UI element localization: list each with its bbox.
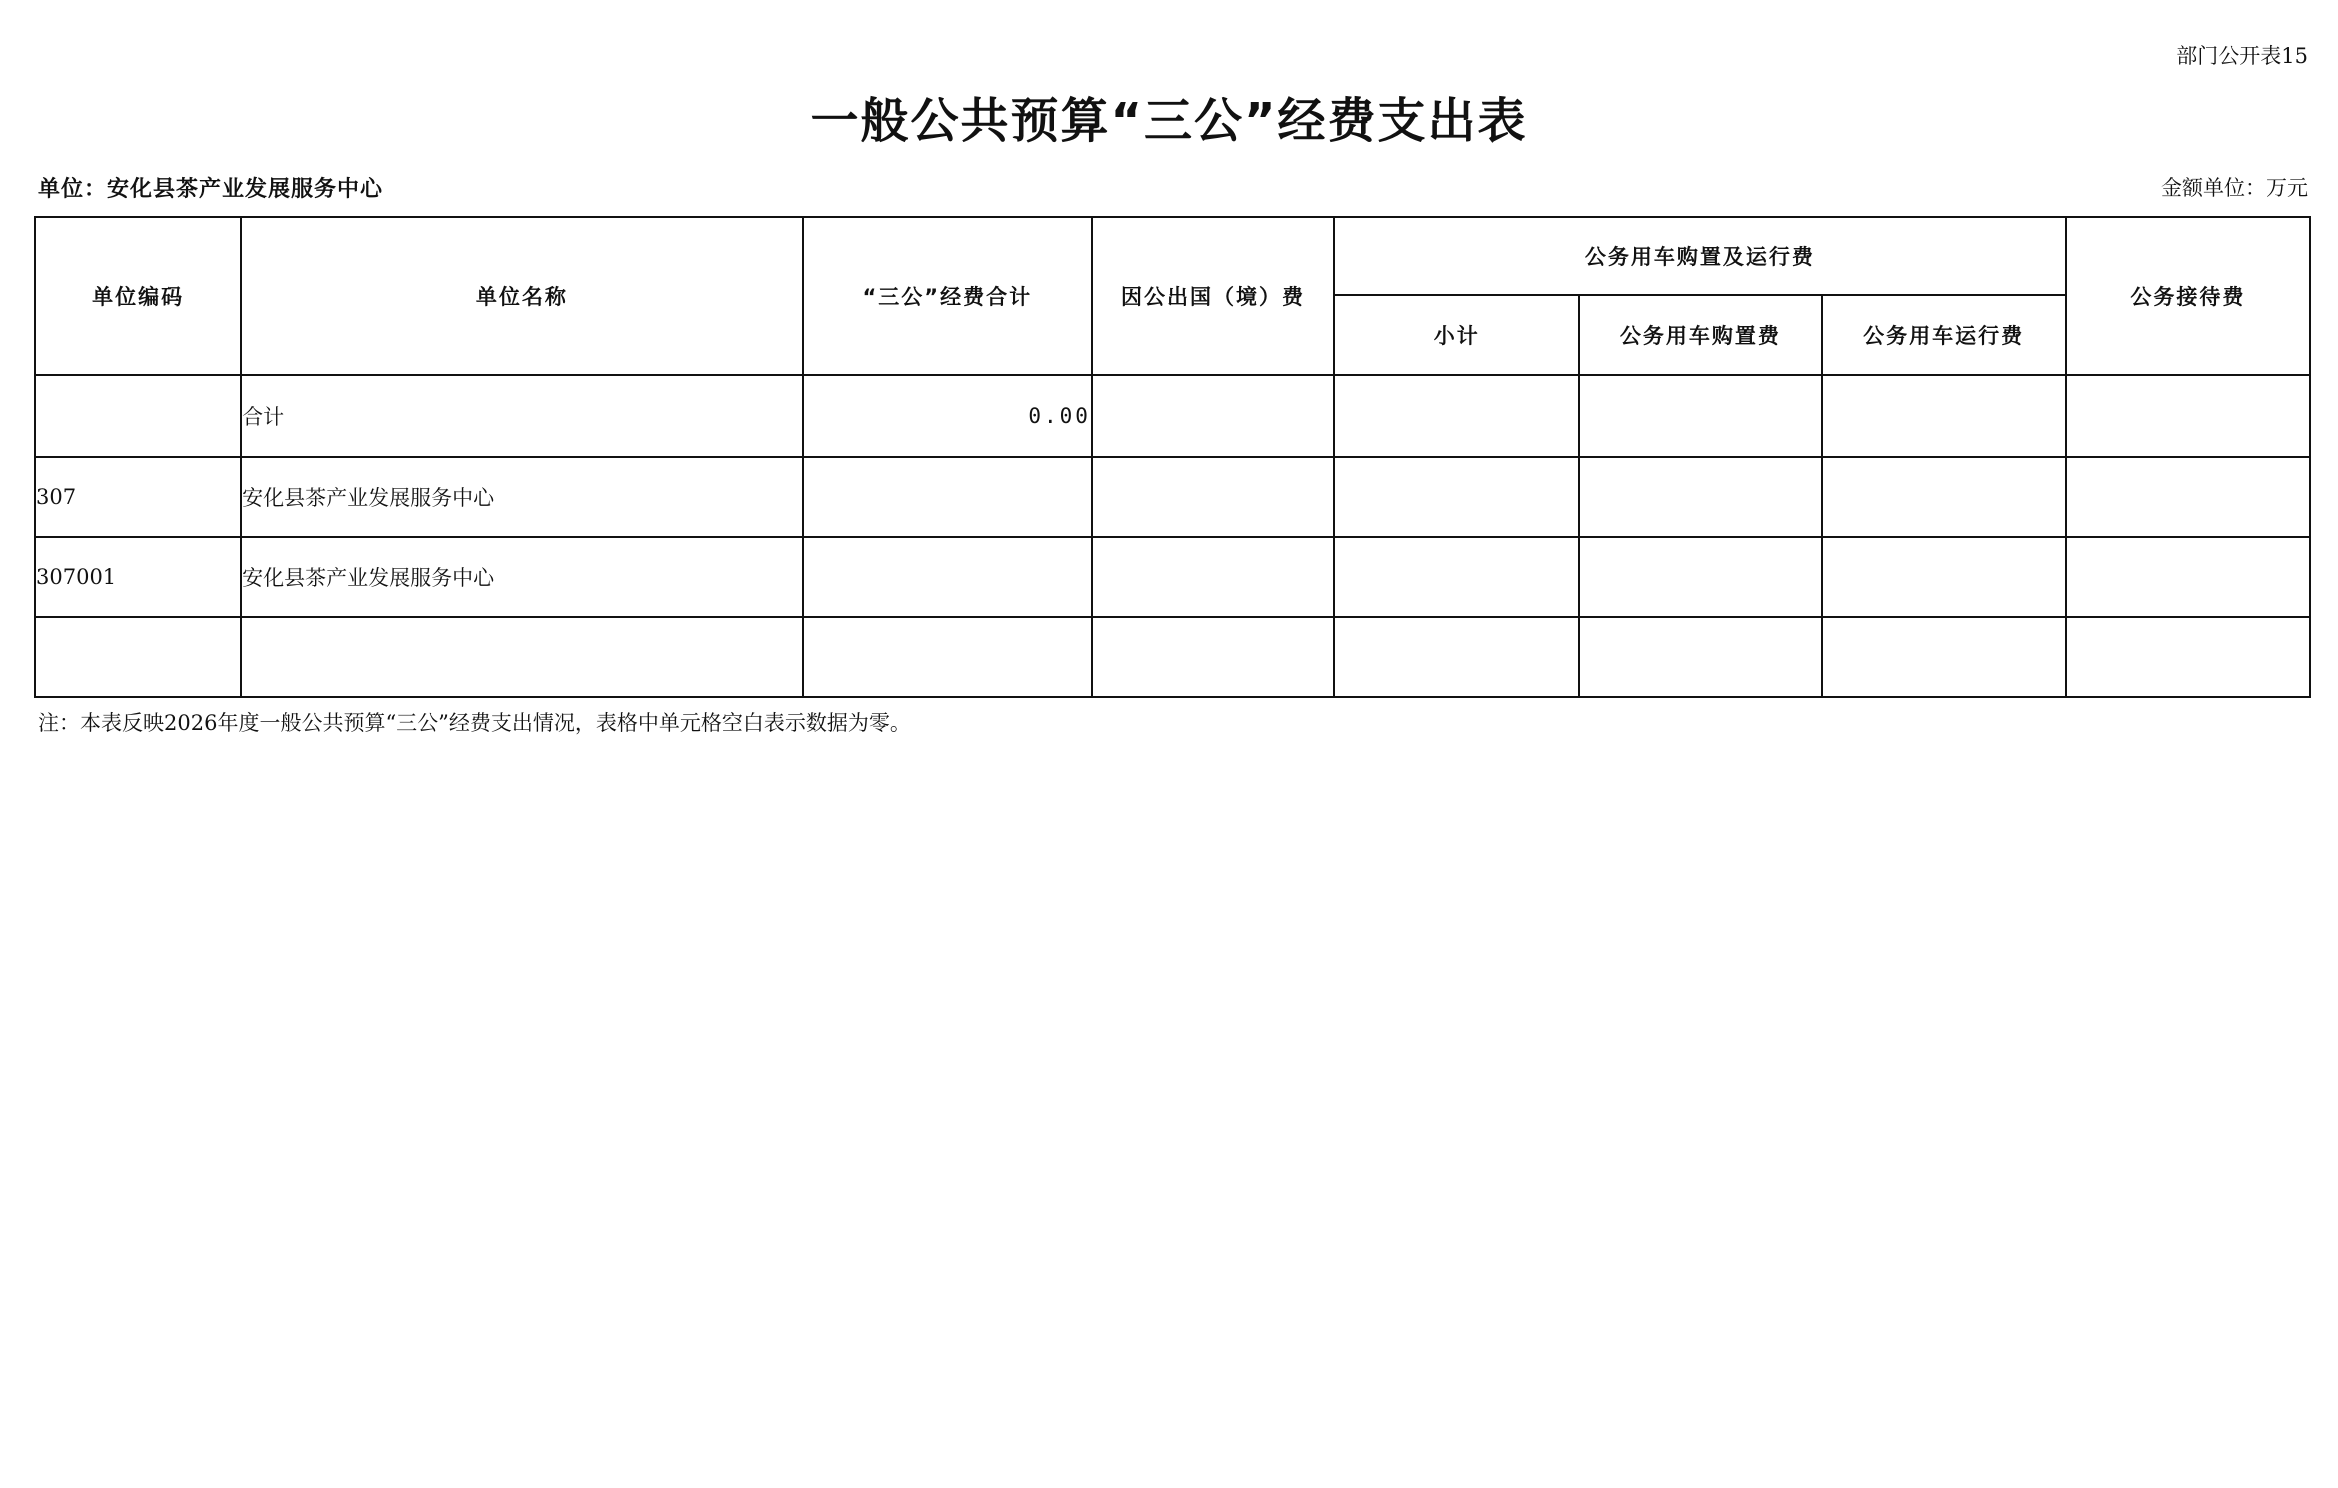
cell-code	[35, 617, 241, 697]
cell-total: 0.00	[803, 375, 1092, 457]
cell-total	[803, 537, 1092, 617]
header-abroad: 因公出国（境）费	[1092, 217, 1334, 375]
cell-abroad	[1092, 457, 1334, 537]
cell-operation	[1822, 457, 2066, 537]
header-unit-code: 单位编码	[35, 217, 241, 375]
form-number: 部门公开表15	[2176, 44, 2308, 68]
cell-purchase	[1579, 457, 1821, 537]
header-reception: 公务接待费	[2066, 217, 2310, 375]
cell-purchase	[1579, 617, 1821, 697]
cell-code: 307001	[35, 537, 241, 617]
cell-operation	[1822, 617, 2066, 697]
cell-total	[803, 457, 1092, 537]
cell-code	[35, 375, 241, 457]
page-title: 一般公共预算“三公”经费支出表	[810, 93, 1528, 149]
table-note: 注：本表反映2026年度一般公共预算“三公”经费支出情况，表格中单元格空白表示数据为零。	[38, 711, 911, 735]
cell-reception	[2066, 457, 2310, 537]
cell-subtotal	[1334, 617, 1579, 697]
cell-subtotal	[1334, 457, 1579, 537]
cell-name: 安化县茶产业发展服务中心	[241, 537, 802, 617]
cell-abroad	[1092, 537, 1334, 617]
unit-label: 单位：安化县茶产业发展服务中心	[38, 177, 384, 202]
cell-reception	[2066, 617, 2310, 697]
cell-subtotal	[1334, 375, 1579, 457]
cell-operation	[1822, 375, 2066, 457]
cell-subtotal	[1334, 537, 1579, 617]
expense-table	[34, 216, 2311, 698]
header-vehicle-group: 公务用车购置及运行费	[1334, 217, 2066, 295]
cell-abroad	[1092, 375, 1334, 457]
cell-name: 安化县茶产业发展服务中心	[241, 457, 802, 537]
table-row	[35, 375, 2310, 457]
cell-purchase	[1579, 537, 1821, 617]
header-subtotal: 小计	[1334, 295, 1579, 375]
header-total: “三公”经费合计	[803, 217, 1092, 375]
money-unit-label: 金额单位：万元	[2161, 176, 2308, 200]
table-row	[35, 617, 2310, 697]
cell-reception	[2066, 537, 2310, 617]
table-row	[35, 537, 2310, 617]
cell-abroad	[1092, 617, 1334, 697]
cell-name	[241, 617, 802, 697]
header-vehicle-operation: 公务用车运行费	[1822, 295, 2066, 375]
cell-total	[803, 617, 1092, 697]
cell-name: 合计	[241, 375, 802, 457]
cell-code: 307	[35, 457, 241, 537]
header-vehicle-purchase: 公务用车购置费	[1579, 295, 1821, 375]
table-row	[35, 457, 2310, 537]
header-unit-name: 单位名称	[241, 217, 802, 375]
cell-operation	[1822, 537, 2066, 617]
cell-purchase	[1579, 375, 1821, 457]
cell-reception	[2066, 375, 2310, 457]
